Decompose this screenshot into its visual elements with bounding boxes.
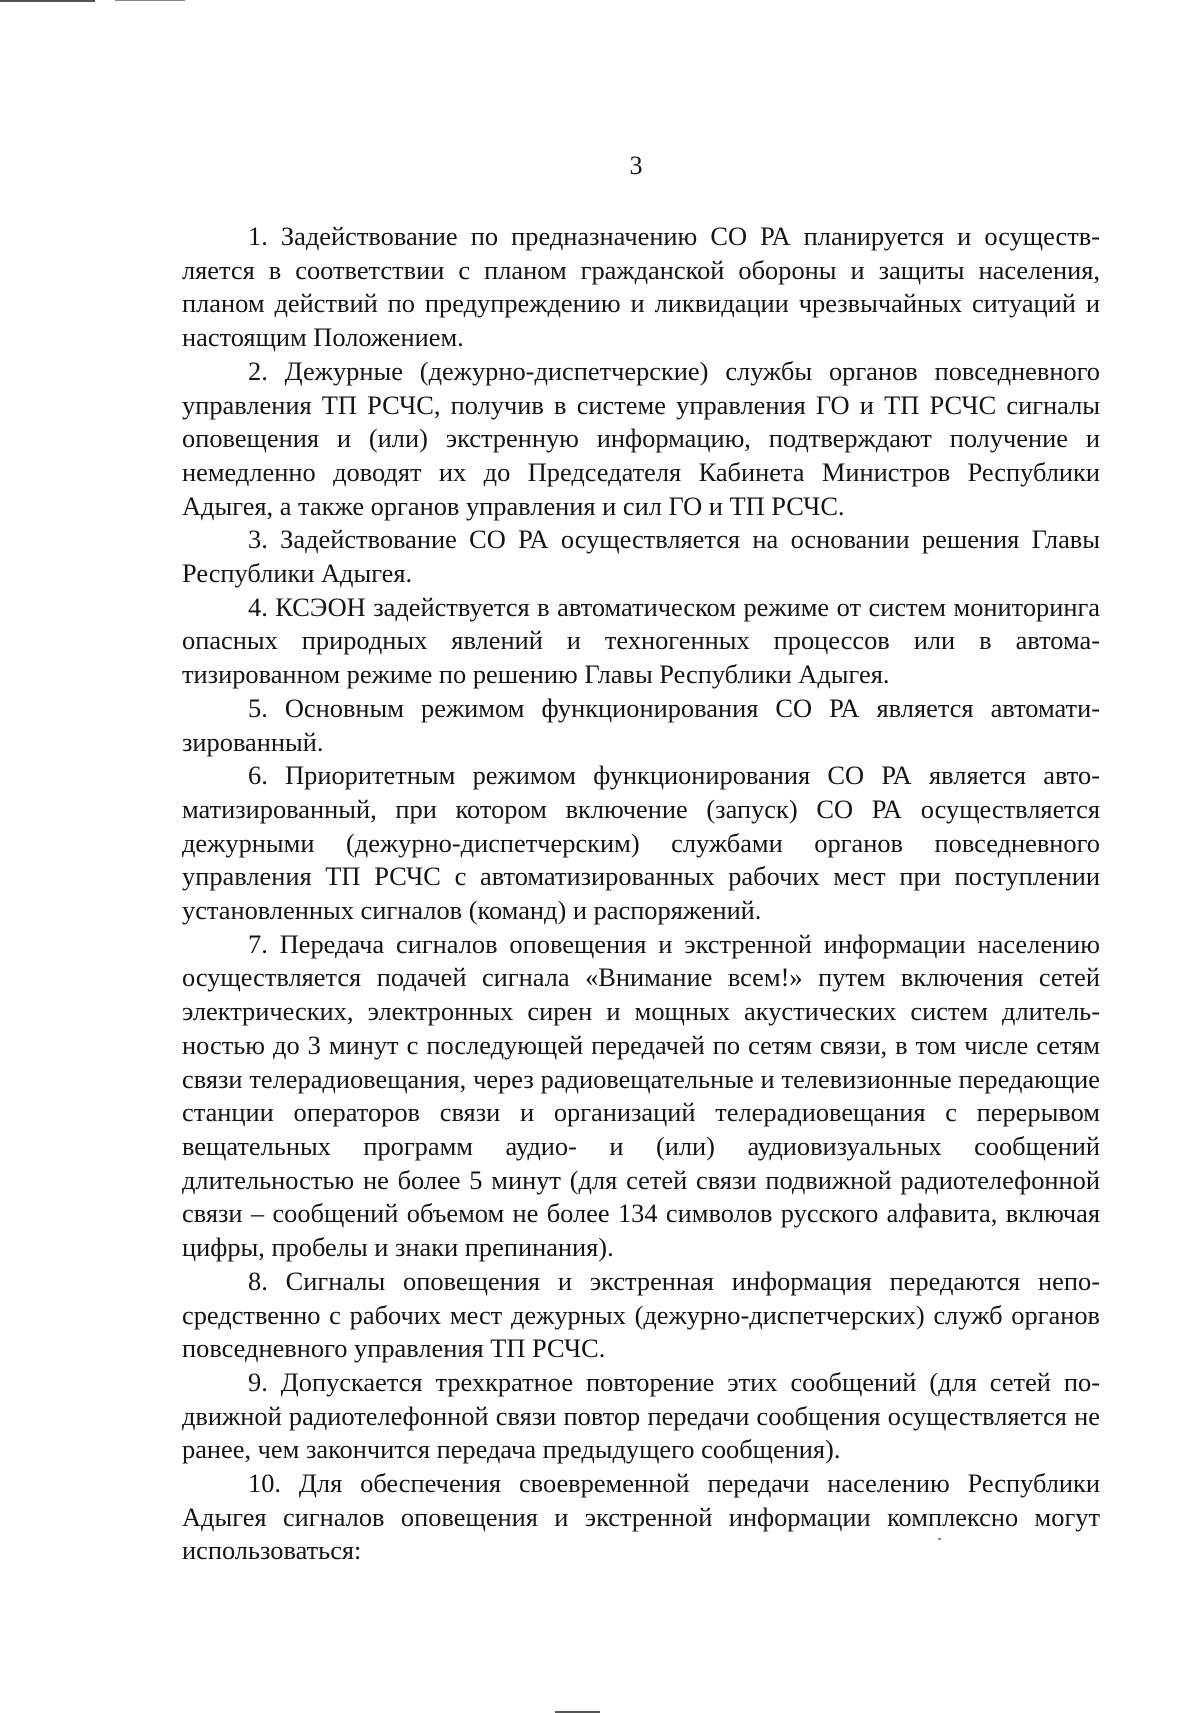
paragraph-4: 4. КСЭОН задействуется в автоматическом режиме от систем мониторинга опасных природных явлений и техногенных процессов или в автоматизированном режиме по решению Главы Республики Адыгея. — [182, 591, 1100, 690]
paragraph-8: 8. Сигналы оповещения и экстренная информация передаются непосредственно с рабочих мест дежурных (дежурно-диспетчерских) служб органов повседневного управления ТП РСЧС. — [182, 1265, 1100, 1364]
paragraph-7: 7. Передача сигналов оповещения и экстренной информации населению осуществляется подачей сигнала «Внимание всем!» путем включения сетей электрических, электронных сирен и мощных акустических систем длительностью до 3 минут с последующей передачей по сетям связи, в том числе сетям связи телерадиовещания, через радиовещательные и телевизионные передающие станции операторов связи и организаций телерадиовещания с перерывом вещательных программ аудио- и (или) аудиовизуальных сообщений длительностью не более 5 минут (для сетей связи подвижной радиотелефонной связи – сообщений объемом не более 134 символов русского алфавита, включая цифры, пробелы и знаки препинания). — [182, 928, 1100, 1263]
scan-artifact-top-left-2 — [115, 0, 185, 1]
scan-artifact-top-left — [0, 0, 95, 2]
paragraph-6: 6. Приоритетным режимом функционирования СО РА является автоматизированный, при котором включение (запуск) СО РА осуществляется дежурными (дежурно-диспетчерским) службами органов повседневного управления ТП РСЧС с автоматизированных рабочих мест при поступлении установленных сигналов (команд) и распоряжений. — [182, 760, 1100, 926]
paragraph-2: 2. Дежурные (дежурно-диспетчерские) службы органов повседневного управления ТП РСЧС, получив в системе управления ГО и ТП РСЧС сигналы оповещения и (или) экстренную информацию, подтверждают получение и немедленно доводят их до Председателя Кабинета Министров Республики Адыгея, а также органов управления и сил ГО и ТП РСЧС. — [182, 355, 1100, 521]
document-body — [182, 220, 1100, 1568]
paragraph-9: 9. Допускается трехкратное повторение этих сообщений (для сетей подвижной радиотелефонной связи повтор передачи сообщения осуществляется не ранее, чем закончится передача предыдущего сообщения). — [182, 1366, 1100, 1465]
paragraph-10: 10. Для обеспечения своевременной передачи населению Республики Адыгея сигналов оповещения и экстренной информации комплексно могут использоваться: — [182, 1468, 1100, 1566]
paragraph-3: 3. Задействование СО РА осуществляется на основании решения Главы Республики Адыгея. — [182, 524, 1100, 589]
page-number: 3 — [629, 151, 643, 180]
paragraph-1: 1. Задействование по предназначению СО РА планируется и осуществляется в соответствии с планом гражданской обороны и защиты населения, планом действий по предупреждению и ликвидации чрезвычайных ситуаций и настоящим Положением. — [182, 221, 1100, 353]
paragraph-5: 5. Основным режимом функционирования СО РА является автоматизированный. — [182, 692, 1100, 757]
